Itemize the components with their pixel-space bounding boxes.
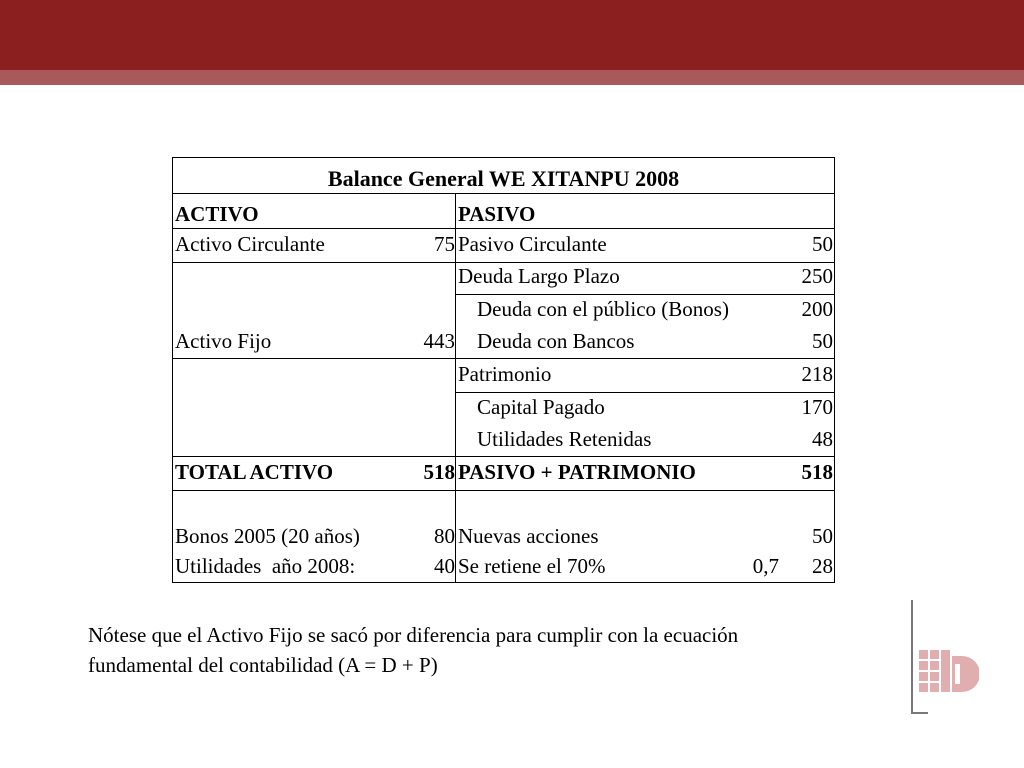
rule-title	[173, 193, 834, 194]
cell-right-value: 518	[801, 460, 833, 484]
cell-right-value: 200	[801, 297, 833, 321]
cell-left-label: Bonos 2005 (20 años)	[175, 524, 360, 548]
cell-right-label: Deuda con el público (Bonos)	[477, 297, 729, 321]
header-stripe	[0, 70, 1024, 85]
pasivo-header: PASIVO	[458, 201, 536, 226]
cell-left-value: 40	[434, 554, 455, 578]
rule-patrimonio	[456, 392, 834, 393]
logo-bracket-vertical	[911, 600, 913, 713]
table-row	[173, 526, 834, 552]
cell-right-value: 50	[812, 524, 833, 548]
cell-left-value: 518	[423, 460, 455, 484]
cell-right-label: Utilidades Retenidas	[477, 427, 652, 451]
university-logo-icon	[919, 650, 979, 698]
rule-row1	[173, 262, 834, 263]
activo-header: ACTIVO	[175, 201, 259, 226]
rule-deuda-lp	[456, 294, 834, 295]
cell-left-label: TOTAL ACTIVO	[175, 460, 334, 484]
cell-left-value: 80	[434, 524, 455, 548]
cell-right-label: Deuda con Bancos	[477, 329, 635, 353]
cell-left-label: Utilidades año 2008:	[175, 554, 356, 578]
cell-right-label: Patrimonio	[458, 362, 552, 386]
cell-right-label: Nuevas acciones	[458, 524, 599, 548]
rule-activo-fijo	[173, 358, 834, 359]
cell-right-value: 218	[801, 362, 833, 386]
table-row	[173, 556, 834, 582]
header-band	[0, 0, 1024, 70]
cell-right-label: Pasivo Circulante	[458, 232, 607, 256]
cell-right-value: 50	[812, 329, 833, 353]
rule-before-total	[173, 456, 834, 457]
cell-right-label: Se retiene el 70%	[458, 554, 606, 578]
cell-left-value: 75	[434, 232, 455, 256]
table-row	[173, 266, 834, 292]
cell-left-value: 443	[423, 329, 455, 353]
cell-right-label: PASIVO + PATRIMONIO	[458, 460, 696, 484]
table-row-headers	[173, 201, 834, 227]
table-row	[173, 331, 834, 357]
table-row	[173, 429, 834, 455]
cell-right-factor: 0,7	[752, 554, 779, 578]
cell-right-value: 48	[812, 427, 833, 451]
cell-left-label: Activo Fijo	[175, 329, 272, 353]
table-row	[173, 234, 834, 260]
table-row-total	[173, 462, 834, 488]
table-row	[173, 299, 834, 325]
cell-left-label: Activo Circulante	[175, 232, 325, 256]
cell-right-label: Capital Pagado	[477, 395, 605, 419]
balance-sheet-table	[172, 157, 835, 583]
table-row	[173, 364, 834, 390]
table-row	[173, 397, 834, 423]
cell-right-value: 28	[812, 554, 833, 578]
rule-after-total	[173, 490, 834, 491]
cell-right-value: 250	[801, 264, 833, 288]
rule-headers	[173, 228, 834, 229]
cell-right-value: 50	[812, 232, 833, 256]
cell-right-label: Deuda Largo Plazo	[458, 264, 620, 288]
cell-right-value: 170	[801, 395, 833, 419]
table-title: Balance General WE XITANPU 2008	[327, 166, 680, 191]
logo-bracket-horizontal	[911, 712, 928, 714]
footnote-text: Nótese que el Activo Fijo se sacó por diferencia para cumplir con la ecuación fundamental del contabilidad (A = D + P)	[88, 623, 739, 677]
